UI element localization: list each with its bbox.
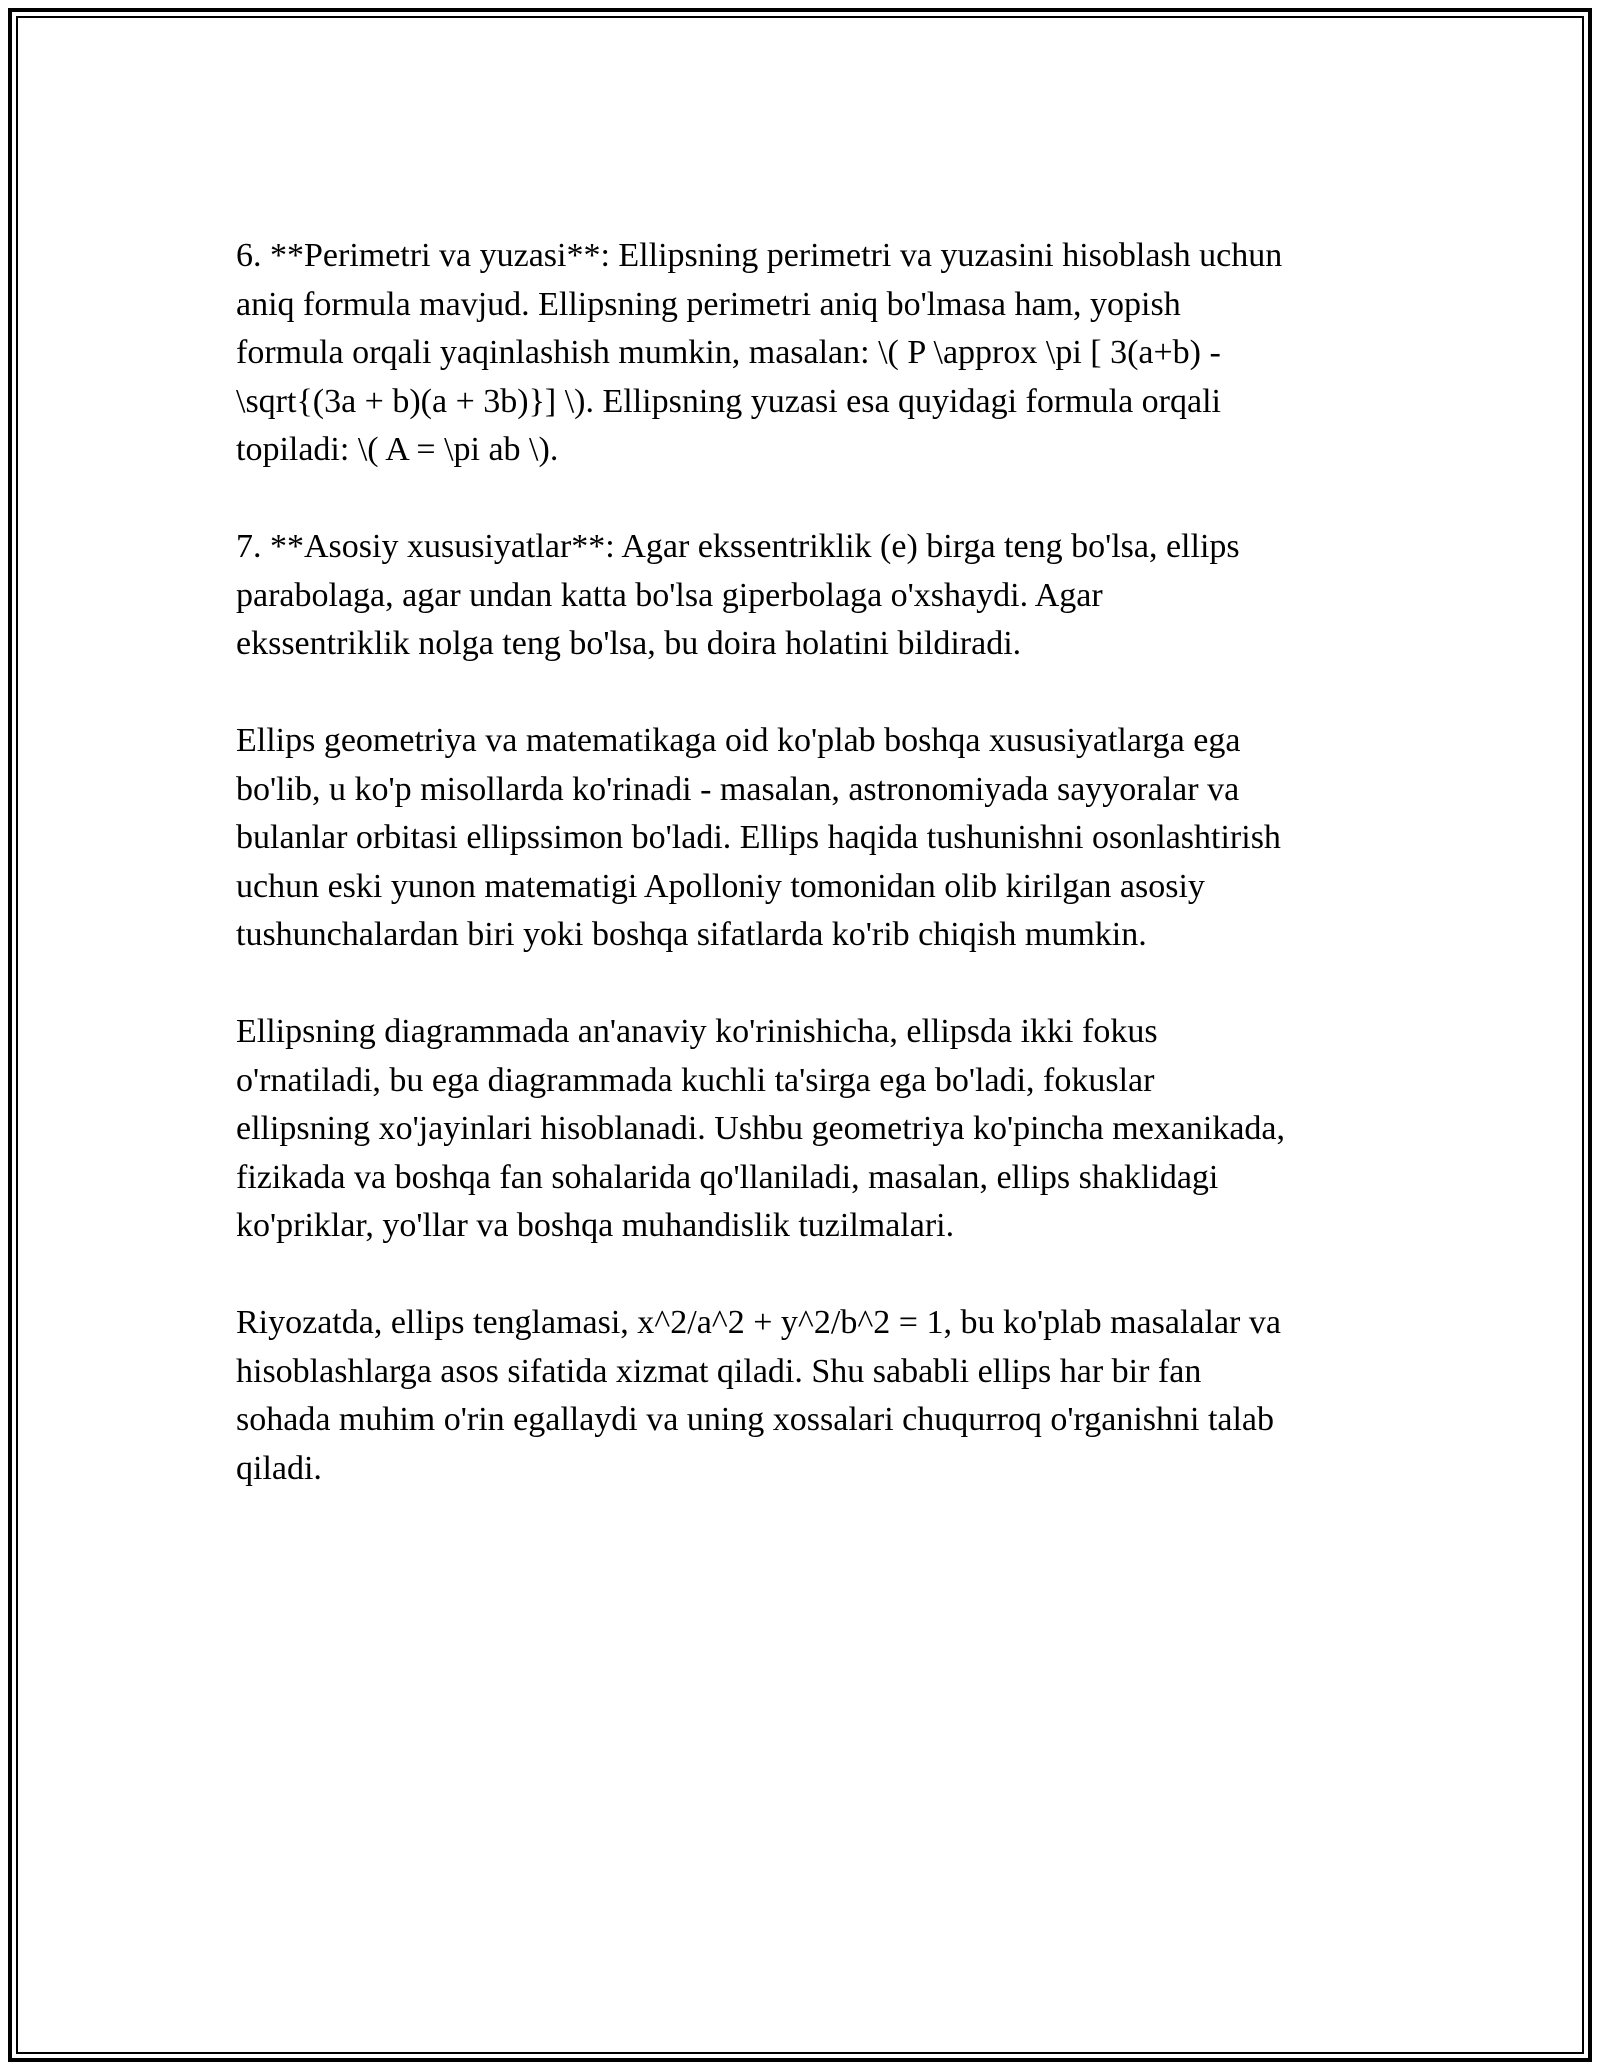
paragraph-perimeter-area: 6. **Perimetri va yuzasi**: Ellipsning perimetri va yuzasini hisoblash uchun aniq formula mavjud. Ellipsning perimetri aniq bo'lmasa ham, yopish formula orqali yaqinlashish mumkin, masalan: \( P \approx \pi [ 3(a+b) - \sqrt{(3a + b)(a + 3b)}] \). Ellipsning yuzasi esa quyidagi formula orqali topiladi: \( A = \pi ab \). [236,237,1283,468]
document-body [236,232,1376,1542]
paragraph-ellipse-equation: Riyozatda, ellips tenglamasi, x^2/a^2 + y^2/b^2 = 1, bu ko'plab masalalar va hisoblashlarga asos sifatida xizmat qiladi. Shu sababli ellips har bir fan sohada muhim o'rin egallaydi va uning xossalari chuqurroq o'rganishni talab qiladi. [236,1304,1281,1487]
paragraph-ellipse-diagram: Ellipsning diagrammada an'anaviy ko'rinishicha, ellipsda ikki fokus o'rnatiladi, bu ega diagrammada kuchli ta'sirga ega bo'ladi, fokuslar ellipsning xo'jayinlari hisoblanadi. Ushbu geometriya ko'pincha mexanikada, fizikada va boshqa fan sohalarida qo'llaniladi, masalan, ellips shaklidagi ko'priklar, yo'llar va boshqa muhandislik tuzilmalari. [236,1013,1286,1244]
paragraph-main-properties: 7. **Asosiy xususiyatlar**: Agar ekssentriklik (e) birga teng bo'lsa, ellips parabolaga, agar undan katta bo'lsa giperbolaga o'xshaydi. Agar ekssentriklik nolga teng bo'lsa, bu doira holatini bildiradi. [236,528,1240,662]
paragraph-ellipse-applications: Ellips geometriya va matematikaga oid ko'plab boshqa xususiyatlarga ega bo'lib, u ko'p misollarda ko'rinadi - masalan, astronomiyada sayyoralar va bulanlar orbitasi ellipssimon bo'ladi. Ellips haqida tushunishni osonlashtirish uchun eski yunon matematigi Apolloniy tomonidan olib kirilgan asosiy tushunchalardan biri yoki boshqa sifatlarda ko'rib chiqish mumkin. [236,722,1281,953]
